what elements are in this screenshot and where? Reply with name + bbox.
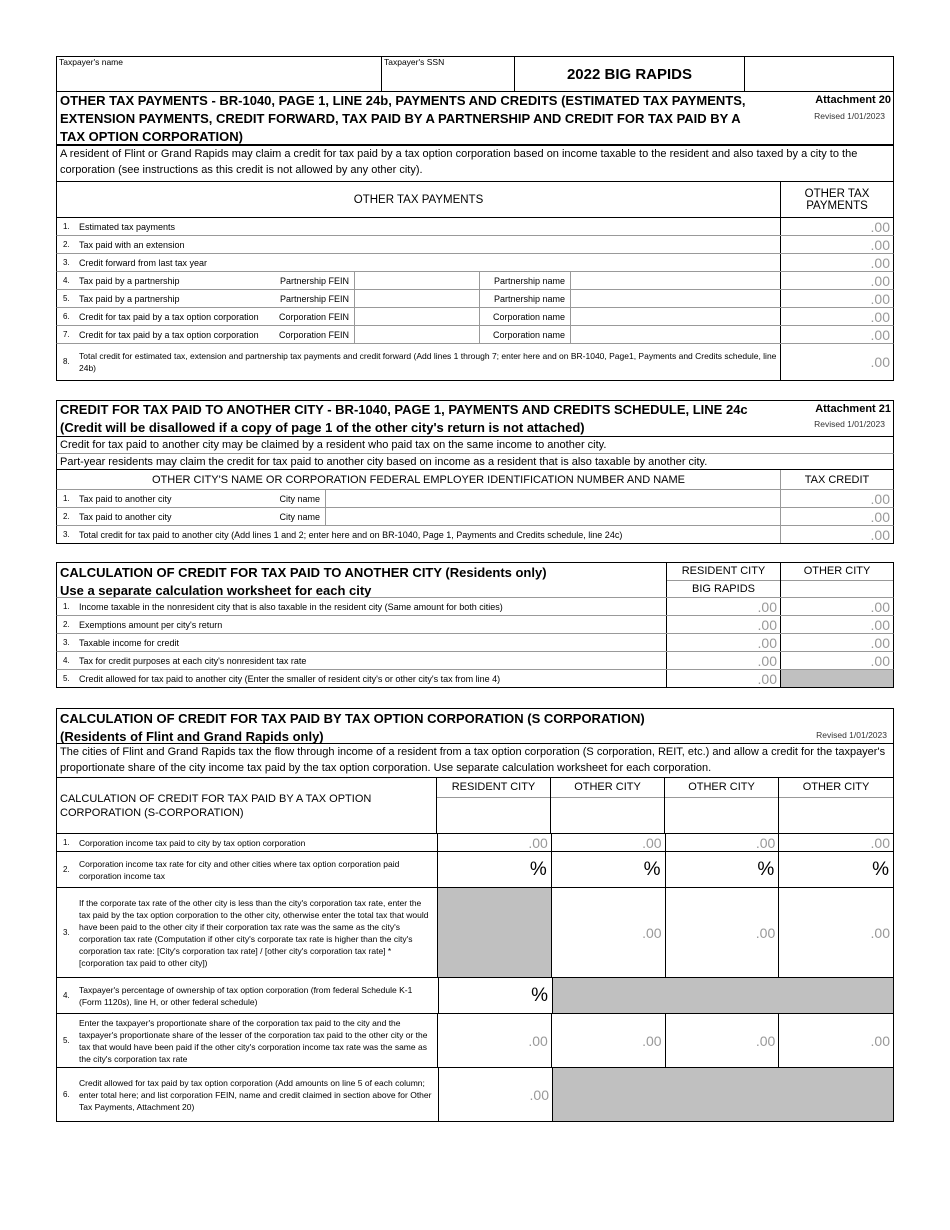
city-name-field[interactable] [437,798,550,833]
name-label: Corporation name [480,326,571,343]
column-header-resident-city [437,778,551,833]
line-label-text: Estimated tax payments [79,221,176,232]
section-title [57,563,667,597]
table-row [56,1014,894,1068]
line-label-text: Income taxable in the nonresident city that is also taxable in the resident city (Same amount for both cities) [79,601,503,612]
amount-input[interactable]: .00 [552,834,666,851]
taxpayer-name-label: Taxpayer's name [59,57,123,67]
line-label [57,834,438,851]
table-row [56,236,894,254]
city-name-label: City name [275,508,326,525]
percent-input[interactable]: % [438,852,552,887]
resident-city-input[interactable]: .00 [667,598,781,615]
amount-input[interactable]: .00 [870,308,890,325]
fein-input[interactable] [355,290,480,307]
line-number: 2. [63,620,70,629]
percent-input[interactable]: % [666,852,780,887]
section-title [57,709,757,743]
line-label [57,490,275,507]
column-label: OTHER CITY [779,778,893,798]
table-row [56,634,894,652]
line-label-text: If the corporate tax rate of the other city is less than the city's corporation tax rate, enter the tax paid by the tax option corporation to the other city, otherwise enter the total tax that would have been paid to the other city if their corporation tax rate was the same as the city's corporation tax rate (Computation if other city's corporate tax rate is higher than the city's corporation tax rate: [City's corporation tax rate] / [other city's corporation tax rate] * [corporation tax paid to other city]) [79,897,429,968]
amount-input[interactable]: .00 [870,354,890,370]
name-input[interactable] [571,290,781,307]
line-label [57,508,275,525]
line-label [57,652,667,669]
table-row [56,526,894,544]
line-label-text: Corporation income tax rate for city and other cities where tax option corporation paid corporation income tax [79,858,400,881]
disabled-cell [438,888,552,977]
line-label-text: Credit for tax paid by a tax option corporation [79,311,259,322]
column-label: OTHER CITY [665,778,778,798]
line-label-text: Enter the taxpayer's proportionate share of the corporation tax paid to the city and the taxpayer's proportionate share of the lesser of the corporation tax paid to the other city or the tax that would have been paid if the other city's corporation income tax rate was the same as the city's corporation tax rate [79,1017,428,1064]
line-label-text: Tax paid to another city [79,511,172,522]
column-header-amount: TAX CREDIT [804,473,870,486]
amount-input[interactable]: .00 [870,290,890,307]
line-number: 2. [63,864,70,874]
line-label [57,1068,439,1121]
line-label-text: Credit forward from last tax year [79,257,208,268]
line-number: 1. [63,494,70,503]
title-line: Use a separate calculation worksheet for each city [60,583,372,597]
line-label [57,308,275,325]
name-input[interactable] [571,272,781,289]
table-row [56,616,894,634]
info-text: Credit for tax paid to another city may be claimed by a resident who paid tax on the same income to another city. [60,439,607,451]
column-header-other-city [665,778,779,833]
line-number: 1. [63,837,70,847]
amount-input[interactable]: .00 [438,1014,552,1067]
resident-city-input[interactable]: .00 [667,670,781,687]
other-city-input[interactable]: .00 [870,616,890,633]
line-number: 4. [63,656,70,665]
revised-date: Revised 1/01/2023 [816,730,887,740]
table-row [56,978,894,1014]
line-label [57,978,439,1013]
amount-input[interactable]: .00 [666,1014,780,1067]
city-name-label: City name [275,490,326,507]
name-label: Partnership name [480,272,571,289]
disabled-cell [781,670,893,687]
column-header-other-city [779,778,893,833]
line-number: 6. [63,1089,70,1099]
line-number: 3. [63,927,70,937]
line-number: 3. [63,258,70,267]
line-label-text: Total credit for estimated tax, extension and partnership tax payments and credit forward (Add lines 1 through 7; enter here and on BR-1040, Page1, Payments and Credits schedule, line 24b) [79,351,777,373]
line-label-text: Corporation income tax paid to city by tax option corporation [79,837,306,848]
percent-input[interactable]: % [552,852,666,887]
line-label [57,526,781,543]
section-credit-calculation [56,562,894,688]
table-row [56,652,894,670]
section-title: OTHER TAX PAYMENTS - BR-1040, PAGE 1, LINE 24b, PAYMENTS AND CREDITS (ESTIMATED TAX PAYMENTS, EXTENSION PAYMENTS, CREDIT FORWARD, TAX PAID BY A PARTNERSHIP AND CREDIT FOR TAX PAID BY A TAX OPTION CORPORATION) [60,93,746,144]
line-number: 1. [63,222,70,231]
section-title: CREDIT FOR TAX PAID TO ANOTHER CITY - BR-1040, PAGE 1, PAYMENTS AND CREDITS SCHEDULE, LINE 24c (Credit will be disallowed if a copy of page 1 of the other city's return is not attached) [60,402,748,435]
amount-input[interactable]: .00 [666,888,780,977]
title-line: (Residents of Flint and Grand Rapids only) [60,729,324,743]
section-tax-paid-another-city [56,400,894,544]
percent-input[interactable]: % [872,858,889,880]
table-row [56,598,894,616]
table-row [56,254,894,272]
table-row [56,888,894,978]
line-number: 5. [63,674,70,683]
amount-input[interactable]: .00 [870,834,891,851]
line-label-text: Tax paid to another city [79,493,172,504]
name-label: Partnership name [480,290,571,307]
percent-input[interactable]: % [439,978,553,1013]
fein-input[interactable] [355,308,480,325]
amount-input[interactable]: .00 [870,924,890,941]
tax-credit-input[interactable]: .00 [870,526,890,543]
column-header-other [781,563,893,597]
resident-city-name: BIG RAPIDS [692,583,755,595]
line-label-text: Tax for credit purposes at each city's nonresident tax rate [79,655,307,666]
disabled-cell [553,1068,893,1121]
info-text: Part-year residents may claim the credit for tax paid to another city based on income as a resident that is also taxable by another city. [60,456,708,468]
resident-city-label: RESIDENT CITY [667,563,780,581]
line-number: 4. [63,276,70,285]
table-row [56,308,894,326]
other-city-name-field[interactable] [781,581,893,597]
name-input[interactable] [571,308,781,325]
fein-label: Partnership FEIN [275,290,355,307]
disabled-cell [553,978,893,1013]
line-number: 4. [63,990,70,1000]
revised-date: Revised 1/01/2023 [814,419,885,429]
section-other-tax-payments [56,92,894,381]
column-header-resident [667,563,781,597]
other-city-input[interactable]: .00 [870,634,890,651]
line-number: 2. [63,512,70,521]
section-s-corporation-credit [56,708,894,1122]
attachment-label: Attachment 21 [815,403,891,415]
tax-credit-input[interactable]: .00 [870,508,890,525]
amount-input[interactable]: .00 [870,1032,891,1049]
line-label [57,1014,438,1067]
other-city-input[interactable]: .00 [870,652,890,669]
amount-input[interactable]: .00 [439,1068,553,1121]
line-label [57,616,667,633]
column-label: RESIDENT CITY [437,778,550,798]
line-number: 2. [63,240,70,249]
line-label-text: Tax paid by a partnership [79,293,180,304]
table-row [56,852,894,888]
taxpayer-ssn-label: Taxpayer's SSN [384,57,445,67]
fein-label: Corporation FEIN [275,308,355,325]
table-row [56,218,894,236]
line-label-text: Credit allowed for tax paid to another city (Enter the smaller of resident city's or other city's tax from line 4) [79,673,501,684]
amount-input[interactable]: .00 [870,254,890,271]
fein-label: Partnership FEIN [275,272,355,289]
line-label-text: Taxable income for credit [79,637,180,648]
amount-input[interactable]: .00 [552,1014,666,1067]
line-number: 5. [63,1035,70,1045]
title-line: CALCULATION OF CREDIT FOR TAX PAID TO ANOTHER CITY (Residents only) [60,565,547,580]
revised-date: Revised 1/01/2023 [814,111,885,121]
city-name-input[interactable] [326,508,781,525]
line-number: 1. [63,602,70,611]
column-header-amount: OTHER TAX PAYMENTS [804,187,870,212]
table-row [56,272,894,290]
title-line: CALCULATION OF CREDIT FOR TAX PAID BY TAX OPTION CORPORATION (S CORPORATION) [60,711,645,726]
line-label-text: Tax paid with an extension [79,239,185,250]
amount-input[interactable]: .00 [870,236,890,253]
fein-label: Corporation FEIN [275,326,355,343]
table-row [56,326,894,344]
amount-input[interactable]: .00 [438,834,552,851]
line-label-text: Exemptions amount per city's return [79,619,223,630]
line-label [57,634,667,651]
line-label [57,888,438,977]
table-row [56,670,894,688]
name-label: Corporation name [480,308,571,325]
intro-text: The cities of Flint and Grand Rapids tax the flow through income of a resident from a tax option corporation (S corporation, REIT, etc.) and allow a credit for the taxpayer's proportionate share of the city income tax paid by the tax option corporation. Use separate calculation worksheet for each corporation. [60,746,886,774]
line-number: 7. [63,330,70,339]
line-number: 3. [63,530,70,539]
amount-input[interactable]: .00 [666,834,780,851]
amount-input[interactable]: .00 [870,326,890,343]
line-label [57,344,781,380]
line-label [57,670,667,687]
name-input[interactable] [571,326,781,343]
line-label-text: Taxpayer's percentage of ownership of tax option corporation (from federal Schedule K-1 (Form 1120s), line H, or other federal schedule) [79,984,413,1007]
fein-input[interactable] [355,272,480,289]
line-label [57,852,438,887]
line-label-text: Tax paid by a partnership [79,275,180,286]
city-name-field[interactable] [779,798,893,833]
form-title: 2022 BIG RAPIDS [515,57,745,91]
line-label-text: Credit allowed for tax paid by tax option corporation (Add amounts on line 5 of each column; enter total here; and list corporation FEIN, name and credit claimed in section above for Other Tax Payments, Attachment 20) [79,1077,432,1112]
line-label [57,326,275,343]
city-name-input[interactable] [326,490,781,507]
table-row [56,834,894,852]
line-label [57,218,781,235]
amount-input[interactable]: .00 [552,888,666,977]
taxpayer-name-field[interactable] [57,57,382,91]
column-header-other-city [551,778,665,833]
table-row [56,290,894,308]
resident-city-input[interactable]: .00 [667,652,781,669]
resident-city-input[interactable]: .00 [667,616,781,633]
attachment-label: Attachment 20 [815,94,891,106]
line-number: 5. [63,294,70,303]
table-row [56,344,894,381]
table-row [56,508,894,526]
taxpayer-header [56,56,894,92]
amount-input[interactable]: .00 [870,272,890,289]
city-name-field[interactable] [665,798,778,833]
tax-credit-input[interactable]: .00 [870,490,890,507]
line-number: 6. [63,312,70,321]
table-row [56,490,894,508]
line-label-text: Credit for tax paid by a tax option corporation [79,329,259,340]
line-number: 8. [63,357,70,366]
line-label [57,254,781,271]
line-label [57,598,667,615]
line-label [57,272,275,289]
column-label: OTHER CITY [551,778,664,798]
header-blank-field[interactable] [745,57,893,91]
line-label-text: Total credit for tax paid to another city (Add lines 1 and 2; enter here and on BR-1040, Page 1, Payments and Credits schedule, line 24c) [79,529,623,540]
city-name-field[interactable] [551,798,664,833]
column-header: OTHER TAX PAYMENTS [57,182,781,217]
line-label [57,236,781,253]
amount-input[interactable]: .00 [870,218,890,235]
column-header: CALCULATION OF CREDIT FOR TAX PAID BY A TAX OPTION CORPORATION (S-CORPORATION) [57,778,437,833]
fein-input[interactable] [355,326,480,343]
table-row [56,1068,894,1122]
other-city-input[interactable]: .00 [870,598,890,615]
other-city-label: OTHER CITY [781,563,893,581]
column-header: OTHER CITY'S NAME OR CORPORATION FEDERAL EMPLOYER IDENTIFICATION NUMBER AND NAME [57,470,781,489]
line-label [57,290,275,307]
intro-text: A resident of Flint or Grand Rapids may claim a credit for tax paid by a tax option corporation based on income taxable to the resident and also taxed by a city to the corporation (see instructions as this credit is not allowed by any other city). [60,148,858,176]
line-number: 3. [63,638,70,647]
resident-city-input[interactable]: .00 [667,634,781,651]
taxpayer-ssn-field[interactable] [382,57,515,91]
